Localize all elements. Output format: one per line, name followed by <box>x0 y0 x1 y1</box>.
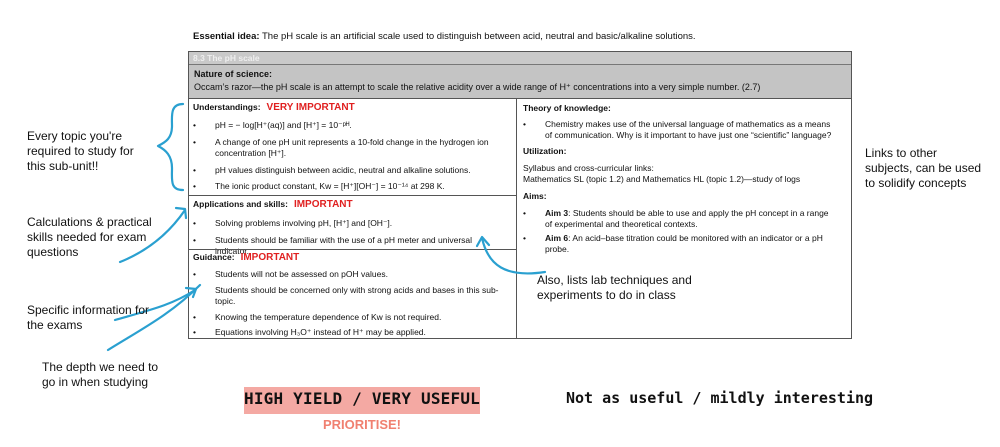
guidance-heading <box>193 252 299 263</box>
application-1: Solving problems involving pH, [H⁺] and [OH⁻]. <box>215 218 393 228</box>
annotation-every-topic: Every topic you're required to study for this sub-unit!! <box>27 129 134 173</box>
important-tag: IMPORTANT <box>293 199 353 210</box>
utilization-line-1: Syllabus and cross-curricular links: <box>523 163 654 173</box>
aim-3-text: : Students should be able to use and apply the pH concept in a range of experimental and theoretical contexts. <box>545 208 829 229</box>
list-item: • Solving problems involving pH, [H⁺] and [OH⁻]. <box>193 218 508 229</box>
tok-title: Theory of knowledge: <box>523 103 611 113</box>
list-item: • Chemistry makes use of the universal language of mathematics as a means of communication. Why is it important to have just one “scientific” language? <box>523 119 841 141</box>
aim-6-label: Aim 6 <box>545 233 569 243</box>
essential-idea-text: The pH scale is an artificial scale used to distinguish between acid, neutral and basic/alkaline solutions. <box>262 31 696 42</box>
left-column <box>189 99 517 338</box>
annotation-lab: Also, lists lab techniques and experiments to do in class <box>537 273 692 302</box>
aim-3-label: Aim 3 <box>545 208 569 218</box>
nature-title: Nature of science: <box>194 69 273 79</box>
guidance-2: Students should be concerned only with strong acids and bases in this sub-topic. <box>215 285 499 306</box>
list-item: • Equations involving H₃O⁺ instead of H⁺ may be applied. <box>193 327 508 338</box>
utilization-title: Utilization: <box>523 146 567 156</box>
aims-title: Aims: <box>523 191 547 201</box>
annotation-depth: The depth we need to go in when studying <box>42 360 159 389</box>
nature-text: Occam’s razor—the pH scale is an attempt to scale the relative acidity over a wide range of H⁺ concentrations into a very simple number. (2.7) <box>194 82 761 92</box>
tok-item: Chemistry makes use of the universal language of mathematics as a means of communication. Why is it important to have just one “scientific” language? <box>545 119 832 140</box>
list-item: • Aim 6: An acid–base titration could be monitored with an indicator or a pH probe. <box>523 233 823 254</box>
divider <box>189 195 517 196</box>
prioritise-label: PRIORITISE! <box>322 417 401 432</box>
not-useful-label: Not as useful / mildly interesting <box>566 389 874 407</box>
applications-heading <box>193 199 353 210</box>
nature-of-science <box>189 65 851 99</box>
list-item: • Students will not be assessed on pOH values. <box>193 269 508 280</box>
arrow-calculations-head <box>176 208 186 218</box>
understandings-title: Understandings: <box>193 102 261 112</box>
list-item: • The ionic product constant, Kw = [H⁺][OH⁻] = 10⁻¹⁴ at 298 K. <box>193 181 508 192</box>
understanding-3: pH values distinguish between acidic, neutral and alkaline solutions. <box>215 165 471 175</box>
annotation-links: Links to other subjects, can be used to solidify concepts <box>865 146 982 190</box>
divider <box>189 249 517 250</box>
high-yield-label: HIGH YIELD / VERY USEFUL <box>244 389 480 408</box>
understanding-4: The ionic product constant, Kw = [H⁺][OH⁻] = 10⁻¹⁴ at 298 K. <box>215 181 445 191</box>
essential-idea <box>193 31 696 42</box>
list-item: • Students should be concerned only with strong acids and bases in this sub-topic. <box>193 285 508 307</box>
list-item: • A change of one pH unit represents a 10-fold change in the hydrogen ion concentration [H⁺]. <box>193 137 508 159</box>
table-header: 8.3 The pH scale <box>189 52 851 65</box>
understandings-heading <box>193 102 355 113</box>
very-important-tag: VERY IMPORTANT <box>266 102 355 113</box>
guidance-title: Guidance: <box>193 252 235 262</box>
application-2: Students should be familiar with the use of a pH meter and universal indicator. <box>215 235 473 256</box>
list-item: • Aim 3: Students should be able to use and apply the pH concept in a range of experimental and theoretical contexts. <box>523 208 829 229</box>
annotation-calculations: Calculations & practical skills needed for exam questions <box>27 215 152 259</box>
understanding-2: A change of one pH unit represents a 10-fold change in the hydrogen ion concentration [H⁺]. <box>215 137 489 158</box>
understanding-1: pH = − log[H⁺(aq)] and [H⁺] = 10⁻ᵖᴴ. <box>215 120 352 130</box>
syllabus-table <box>188 51 852 339</box>
annotation-specific-info: Specific information for the exams <box>27 303 150 332</box>
applications-title: Applications and skills: <box>193 199 288 209</box>
guidance-3: Knowing the temperature dependence of Kw is not required. <box>215 312 442 322</box>
guidance-1: Students will not be assessed on pOH values. <box>215 269 388 279</box>
important-tag: IMPORTANT <box>240 252 300 263</box>
utilization-line-2: Mathematics SL (topic 1.2) and Mathematics HL (topic 1.2)—study of logs <box>523 174 801 184</box>
essential-idea-label: Essential idea: <box>193 31 260 42</box>
list-item: • Students should be familiar with the use of a pH meter and universal indicator. <box>193 235 508 246</box>
list-item: • pH = − log[H⁺(aq)] and [H⁺] = 10⁻ᵖᴴ. <box>193 120 508 131</box>
list-item: • Knowing the temperature dependence of Kw is not required. <box>193 312 508 323</box>
aim-6-text: : An acid–base titration could be monitored with an indicator or a pH probe. <box>545 233 823 254</box>
curly-brace <box>158 104 183 190</box>
guidance-4: Equations involving H₃O⁺ instead of H⁺ may be applied. <box>215 327 426 337</box>
list-item: • pH values distinguish between acidic, neutral and alkaline solutions. <box>193 165 508 176</box>
